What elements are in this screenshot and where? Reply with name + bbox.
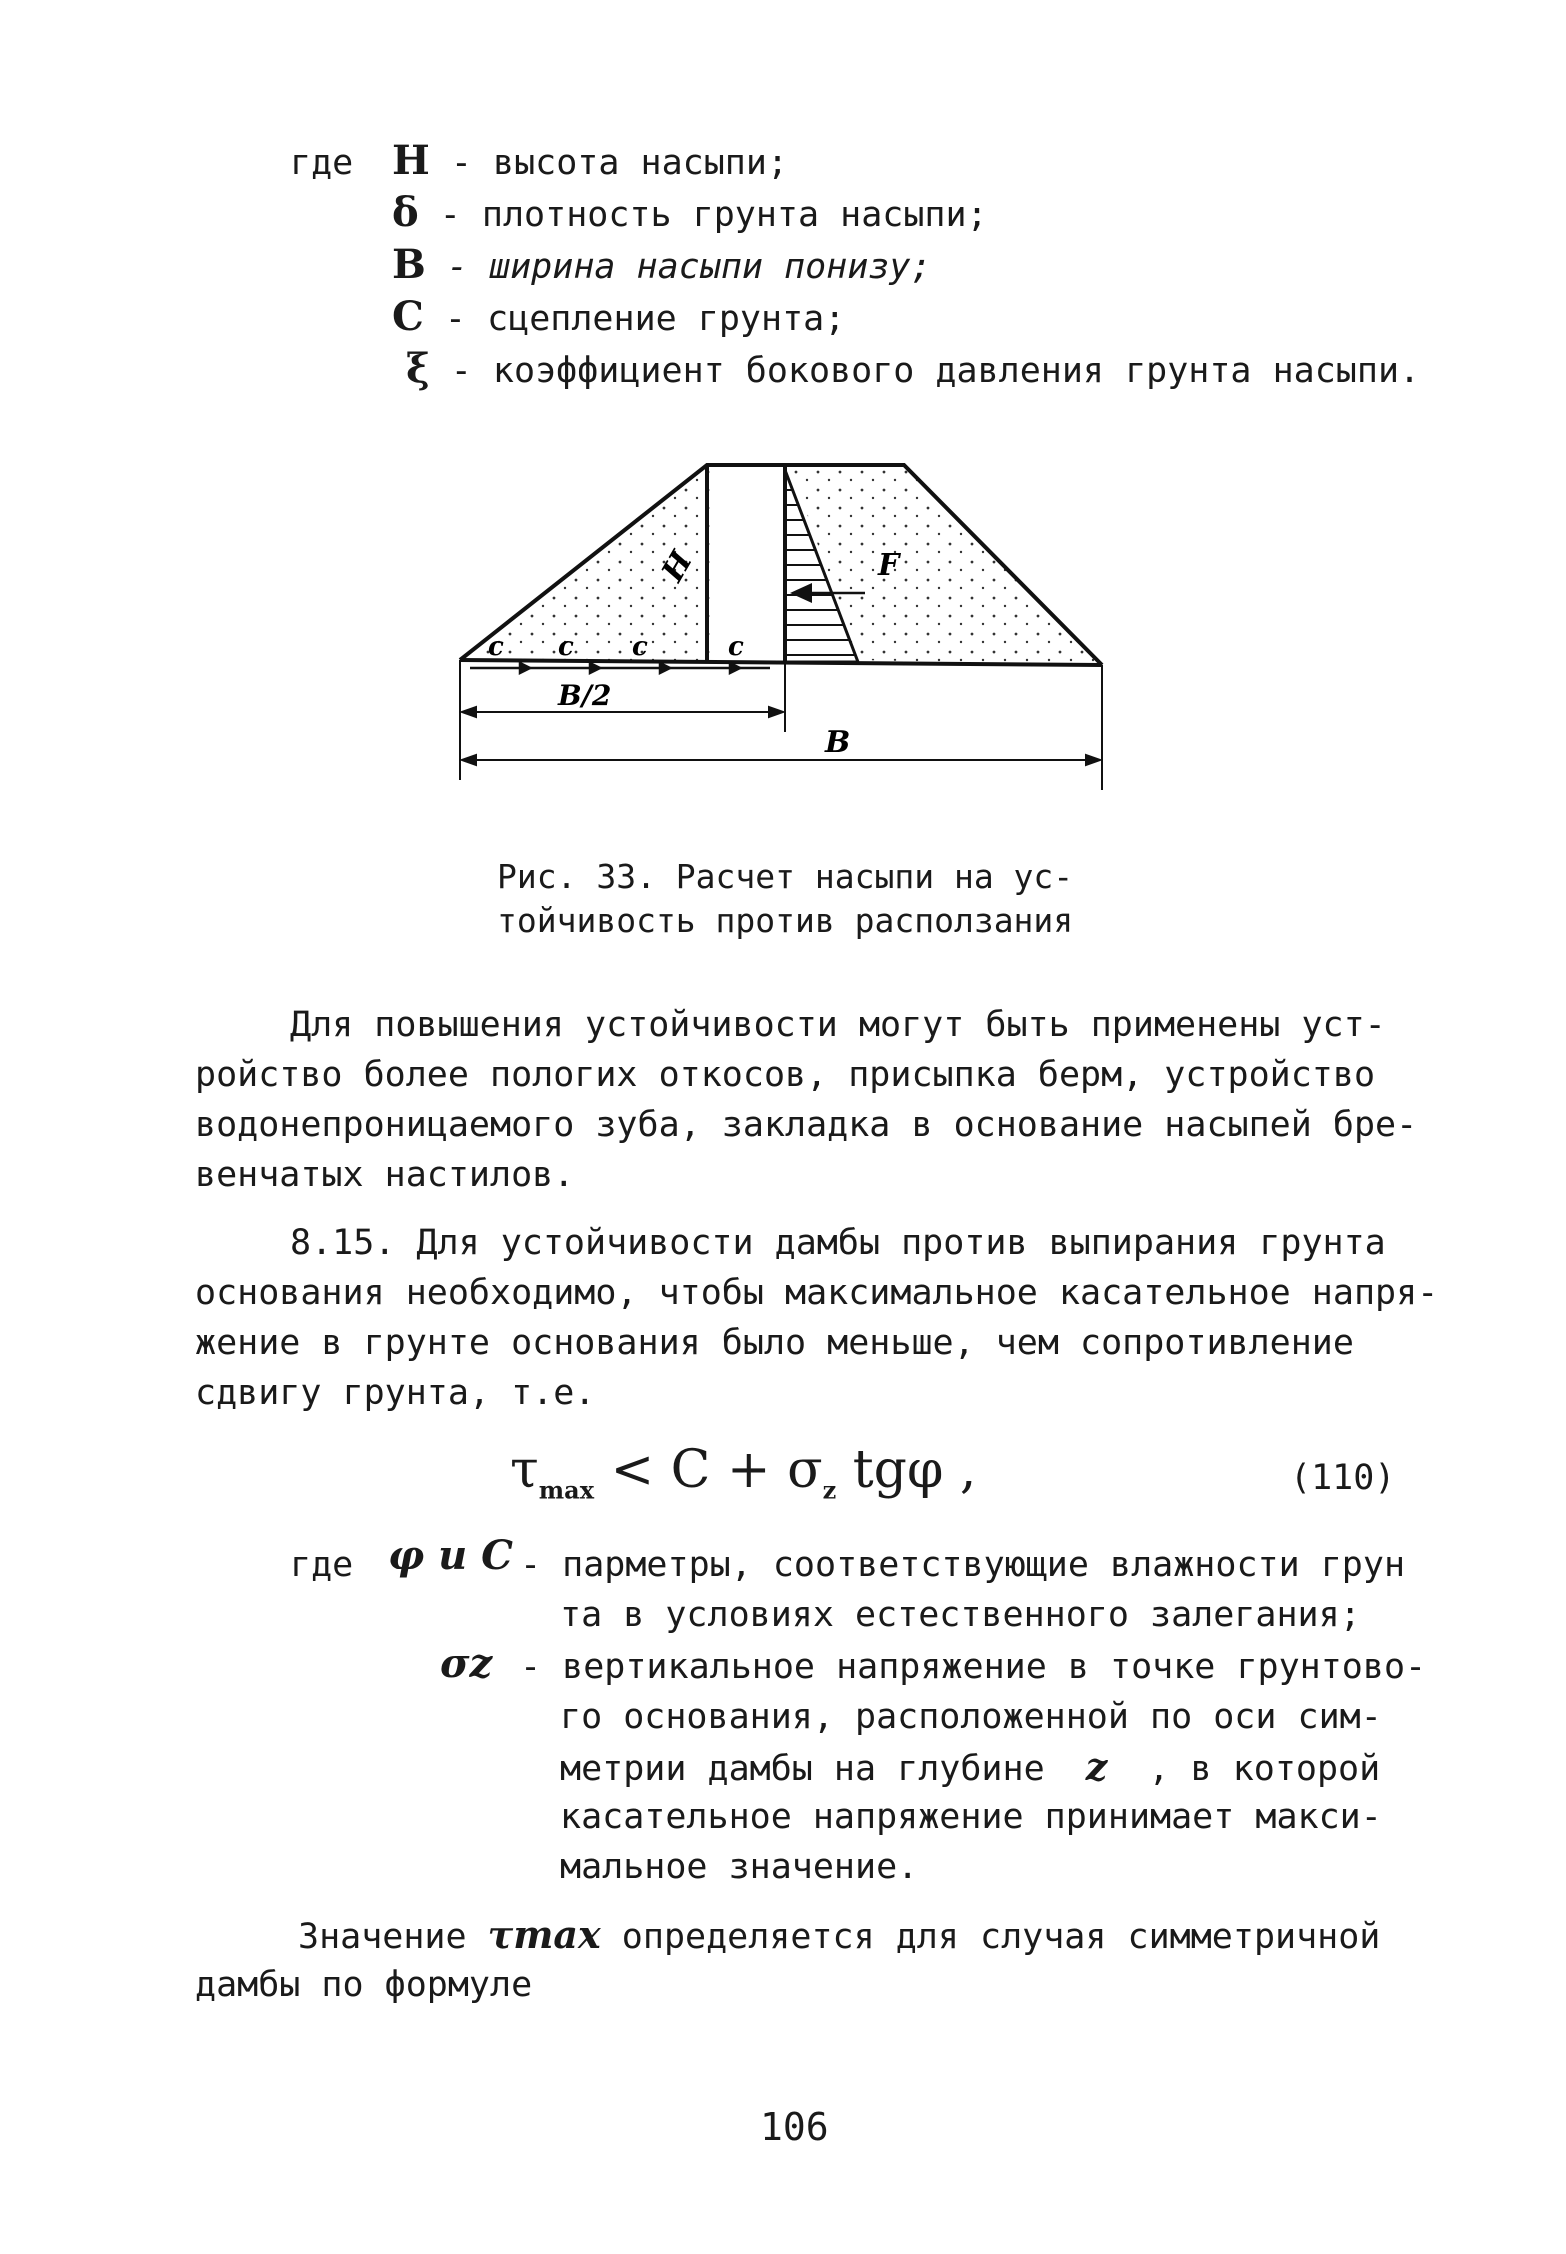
legend-text-xi: - коэффициент бокового давления грунта насыпи. (450, 351, 1421, 391)
formula-tail: tgφ , (836, 1440, 977, 1500)
sigma-line-2: го основания, расположенной по оси сим- (560, 1697, 1382, 1737)
sigma-line-3-text: метрии дамбы на глубине (560, 1749, 1045, 1789)
sigma-line-1: - вертикальное напряжение в точке грунтово- (520, 1647, 1427, 1687)
sigma-line-3-tail: , в которой (1148, 1749, 1381, 1789)
label-c-3: c (632, 632, 648, 662)
paragraph-1-line-4: венчатых настилов. (195, 1155, 575, 1195)
symbol-z: z (1085, 1744, 1108, 1789)
closing-suffix: определяется для случая симметричной (621, 1917, 1381, 1957)
legend-text-c: - сцепление грунта; (444, 299, 846, 339)
label-c-2: c (558, 632, 574, 662)
formula-tau-sub: max (538, 1475, 595, 1505)
sigma-line-3 (560, 1742, 1380, 1794)
legend-item-delta (392, 188, 988, 240)
figure-caption (497, 855, 1073, 943)
paragraph-2-line-3: жение в грунте основания было меньше, чем сопротивление (195, 1323, 1354, 1363)
label-c-4: c (728, 632, 744, 662)
caption-line-2: тойчивость против расползания (497, 901, 1074, 940)
paragraph-2-line-1: 8.15. Для устойчивости дамбы против выпирания грунта (290, 1223, 1386, 1263)
symbol-h: H (392, 137, 430, 184)
embankment-diagram (440, 450, 1130, 800)
paragraph-2-line-2: основания необходимо, чтобы максимальное касательное напря- (195, 1273, 1439, 1313)
legend-item-xi (406, 344, 1420, 396)
paragraph-1-line-3: водонепроницаемого зуба, закладка в основание насыпей бре- (195, 1105, 1418, 1145)
legend-item-h (392, 136, 788, 188)
label-c-1: c (488, 632, 504, 662)
closing-line-1 (298, 1910, 1380, 1962)
label-half-base: B/2 (558, 679, 612, 712)
closing-prefix: Значение (298, 1917, 467, 1957)
where-2-lead: где (290, 1545, 354, 1585)
paragraph-1-line-1: Для повышения устойчивости могут быть применены уст- (290, 1005, 1386, 1045)
legend-lead: где (290, 143, 354, 183)
legend-text-b: - ширина насыпи понизу; (446, 247, 932, 287)
symbol-delta: δ (392, 189, 419, 236)
label-h: H (655, 545, 700, 588)
formula-middle: < C + (594, 1440, 788, 1500)
formula-sigma-sub: z (822, 1475, 837, 1505)
caption-line-1: Рис. 33. Расчет насыпи на ус- (497, 857, 1074, 896)
legend-text-h: - высота насыпи; (450, 143, 789, 183)
legend-item-c (392, 292, 845, 344)
legend-item-b (392, 240, 932, 292)
symbol-phi-c: φ и C (388, 1532, 513, 1579)
sigma-line-4: касательное напряжение принимает макси- (560, 1797, 1382, 1837)
symbol-sigma-z: σz (440, 1640, 493, 1687)
formula-tau: τ (510, 1440, 539, 1500)
symbol-b: B (392, 241, 426, 288)
symbol-c: C (392, 293, 424, 340)
dimension-lines (460, 660, 1102, 790)
symbol-tau-max: τmax (487, 1912, 601, 1957)
cohesion-arrows (470, 663, 770, 673)
label-base: B (825, 725, 851, 760)
paragraph-1-line-2: ройство более пологих откосов, присыпка берм, устройство (195, 1055, 1376, 1095)
phi-c-line-1: - парметры, соответствующие влажности грун (520, 1545, 1406, 1585)
label-f: F (878, 548, 900, 583)
paragraph-2-line-4: сдвигу грунта, т.е. (195, 1373, 596, 1413)
legend-text-delta: - плотность грунта насыпи; (439, 195, 988, 235)
phi-c-line-2: та в условиях естественного залегания; (560, 1595, 1361, 1635)
page-number: 106 (760, 2105, 829, 2149)
sigma-line-5: мальное значение. (560, 1847, 919, 1887)
formula-number: (110) (1290, 1458, 1396, 1498)
formula-sigma: σ (787, 1440, 823, 1500)
closing-line-2: дамбы по формуле (195, 1965, 533, 2005)
formula-110 (510, 1440, 976, 1504)
symbol-xi: ξ (406, 345, 430, 392)
